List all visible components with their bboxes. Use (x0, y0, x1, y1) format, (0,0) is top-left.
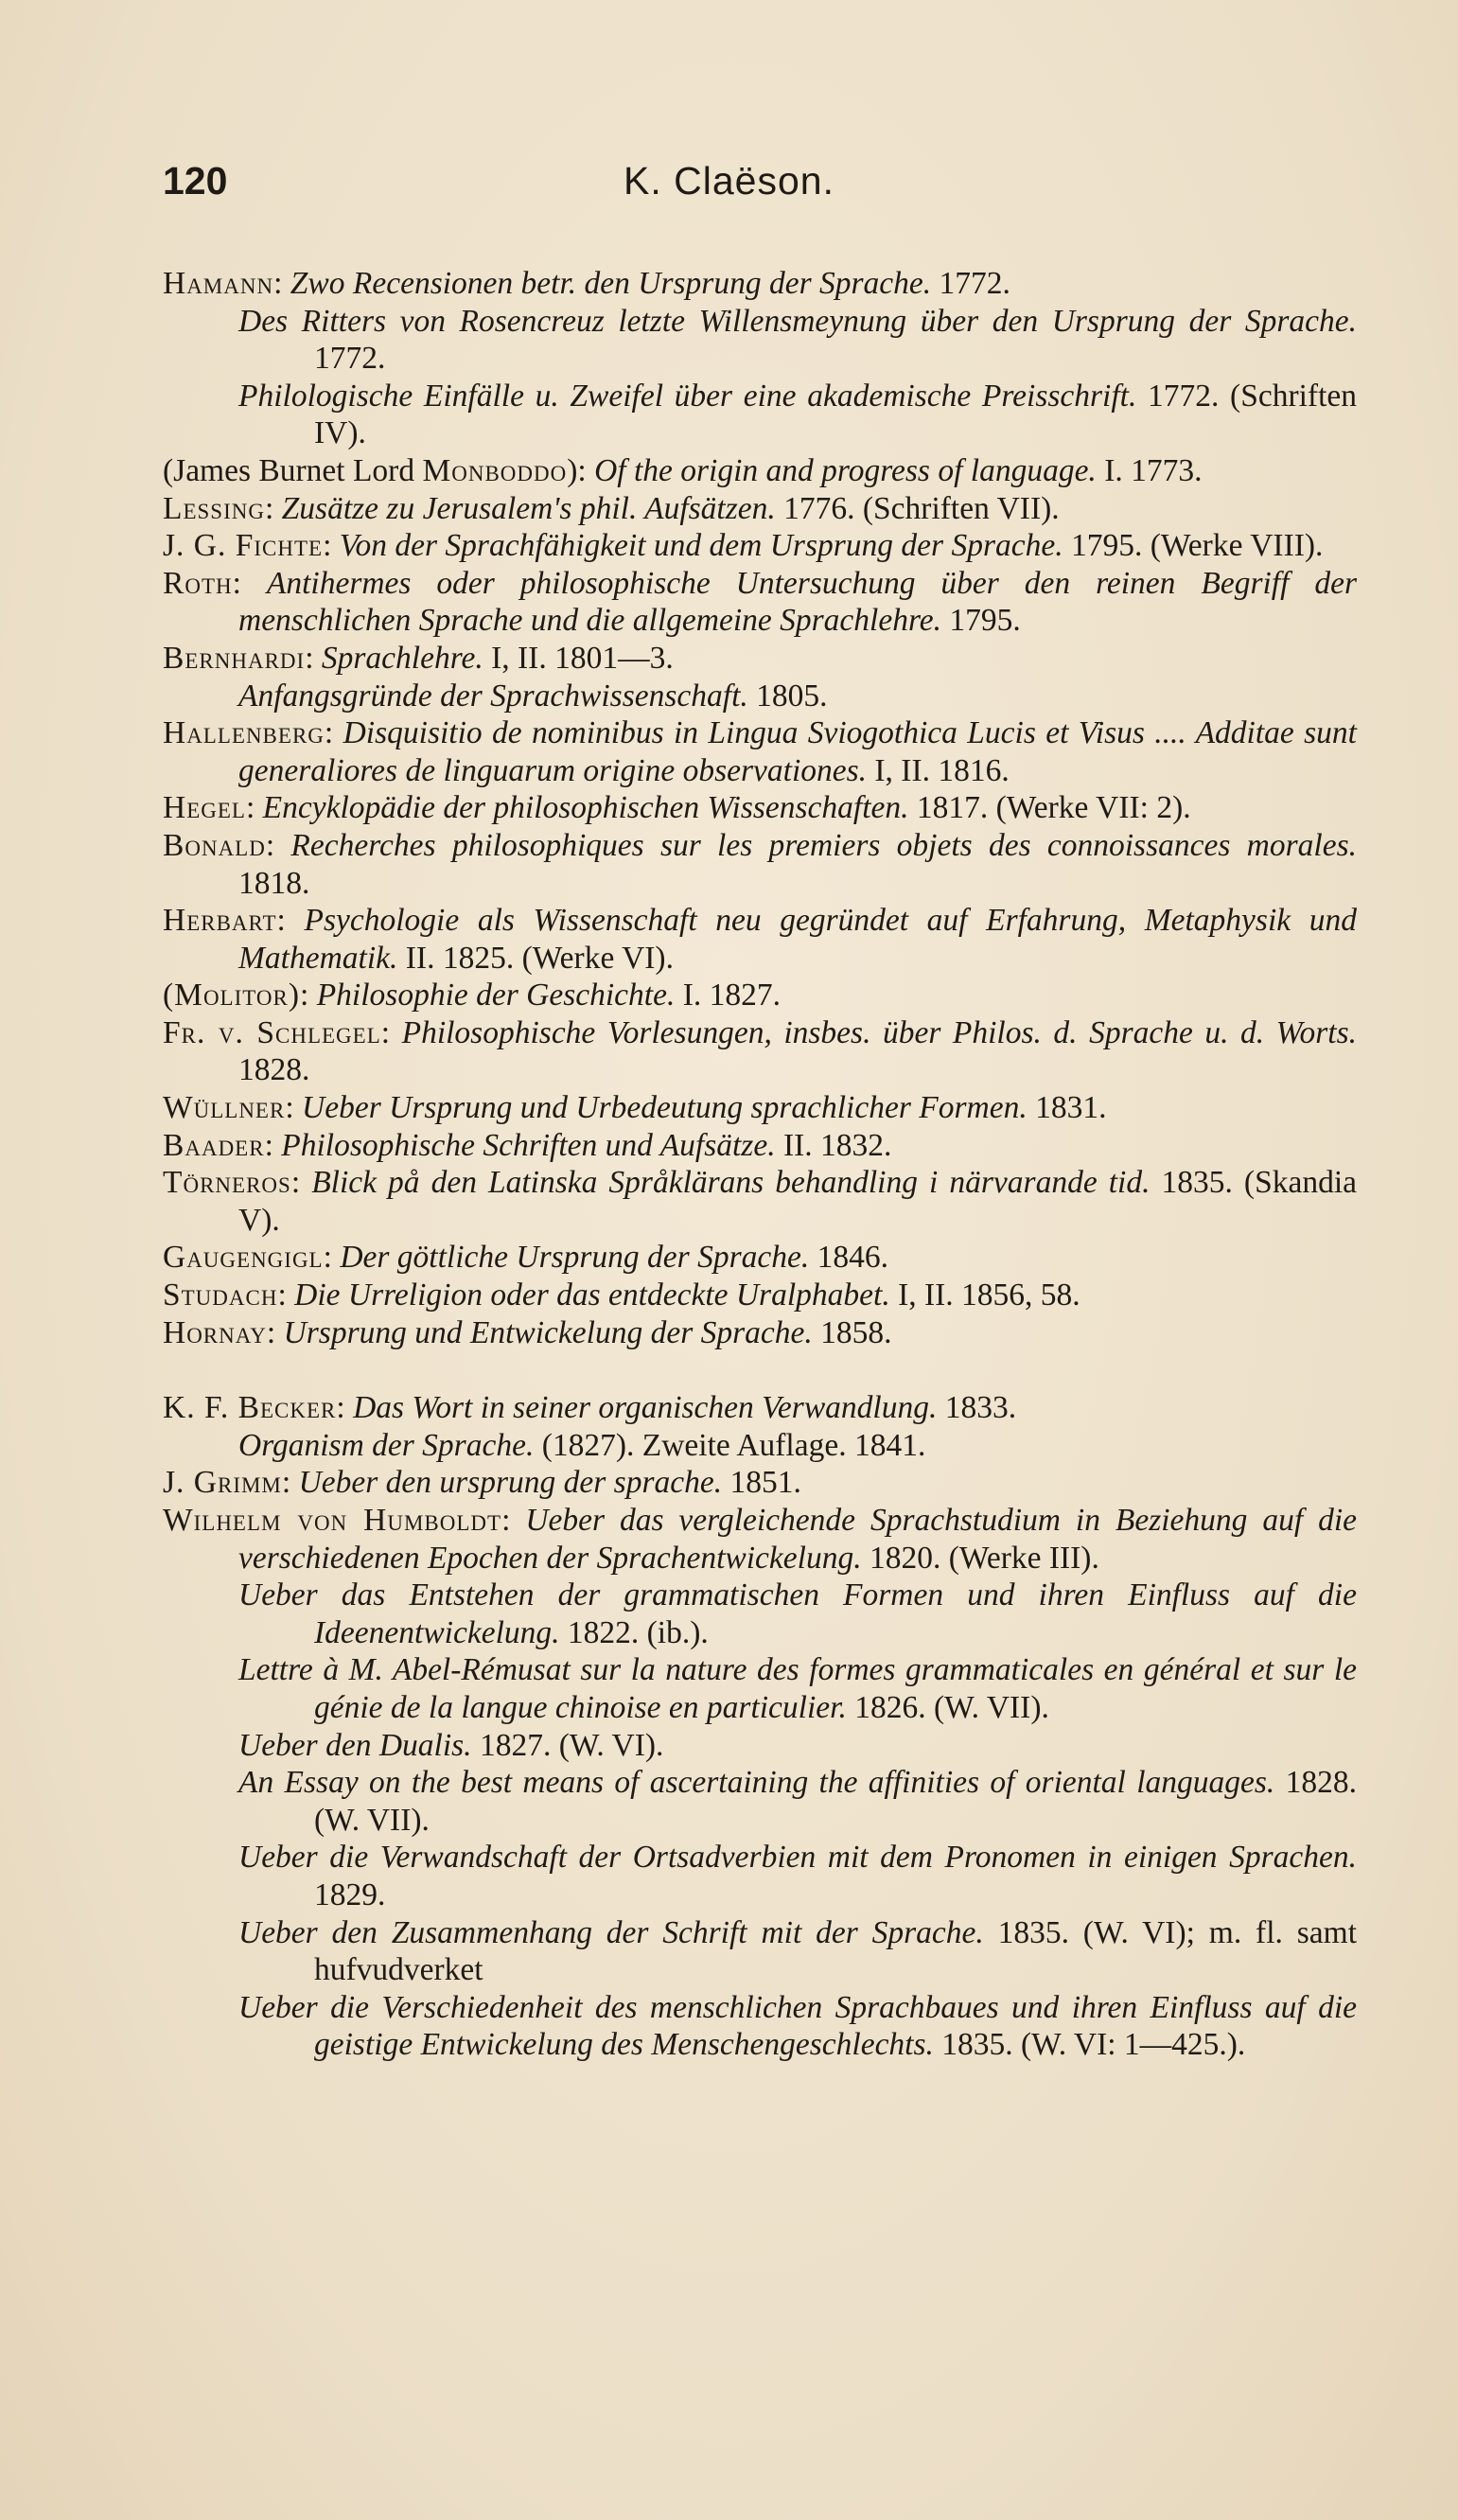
entry-title: Ursprung und Entwickelung der Sprache. (283, 1314, 813, 1350)
entry-details: 1829. (314, 1877, 386, 1912)
bibliography-entry (163, 452, 1357, 490)
entry-title: Philosophische Schriften und Aufsätze. (281, 1127, 776, 1163)
entry-author: J. Grimm (163, 1465, 282, 1501)
bibliography-entry (163, 490, 1357, 528)
entry-title: Organism der Sprache. (238, 1427, 535, 1463)
bibliography (163, 265, 1357, 2064)
entry-details: I. 1827. (675, 978, 782, 1013)
entry-title: Sprachlehre. (321, 640, 483, 676)
entry-title: Ueber das vergleichende Sprachstudium in Beziehung auf die verschiedenen Epochen der Sprachentwickelung. (238, 1503, 1357, 1576)
entry-author: Gaugengigl (163, 1240, 324, 1276)
entry-title: Ueber Ursprung und Urbedeutung sprachlicher Formen. (302, 1090, 1028, 1126)
entry-title: Recherches philosophiques sur les premiers objets des connoissances morales. (290, 827, 1357, 863)
bibliography-entry (163, 1764, 1357, 1839)
bibliography-group-1 (163, 265, 1357, 1351)
entry-title: Von der Sprachfähigkeit und dem Ursprung der Sprache. (339, 528, 1063, 564)
entry-separator: : (265, 827, 291, 863)
entry-title: Ueber den Dualis. (238, 1727, 472, 1763)
entry-separator: : (380, 1014, 402, 1050)
entry-details: I, II. 1856, 58. (889, 1278, 1080, 1313)
entry-details: 1826. (W. VII). (846, 1689, 1049, 1725)
bibliography-entry (163, 1314, 1357, 1352)
entry-separator: : (324, 715, 343, 751)
bibliography-entry (163, 527, 1357, 565)
entry-separator: : (323, 528, 340, 564)
entry-details: 1831. (1027, 1090, 1107, 1126)
entry-separator: : (245, 790, 263, 826)
bibliography-entry (163, 565, 1357, 640)
entry-details: 1822. (ib.). (559, 1614, 709, 1650)
entry-author: Herbart (163, 903, 277, 939)
entry-title: Antihermes oder philosophische Untersuchung über den reinen Begriff der menschlichen Sprache und die allgemeine Sprachlehre. (238, 565, 1357, 639)
entry-title: Blick på den Latinska Språklärans behandling i närvarande tid. (311, 1165, 1151, 1201)
entry-author: (James Burnet Lord (163, 452, 423, 488)
entry-title: Disquisitio de nominibus in Lingua Sviogothica Lucis et Visus .... Additae sunt generaliores de linguarum origine observationes. (238, 715, 1357, 788)
bibliography-entry (163, 827, 1357, 902)
entry-details: 1817. (Werke VII: 2). (908, 790, 1191, 826)
entry-separator: : (281, 1465, 299, 1501)
entry-separator: : (273, 266, 290, 301)
entry-title: Philosophie der Geschichte. (316, 978, 676, 1013)
bibliography-entry (163, 1727, 1357, 1765)
bibliography-entry (163, 714, 1357, 789)
entry-author: Hegel (163, 790, 246, 826)
entry-separator: : (501, 1503, 526, 1538)
entry-details: 1827. (W. VI). (471, 1727, 664, 1763)
bibliography-entry (163, 789, 1357, 827)
entry-title: Zwo Recensionen betr. den Ursprung der Sprache. (290, 266, 932, 301)
entry-details: 1835. (Skandia V). (238, 1165, 1358, 1238)
bibliography-entry (163, 1914, 1357, 1989)
entry-details: I. 1773. (1096, 452, 1203, 488)
entry-author: Roth (163, 565, 233, 601)
entry-separator: : (323, 1240, 341, 1276)
bibliography-group-2 (163, 1389, 1357, 2064)
entry-details: 1795. (Werke VIII). (1063, 528, 1324, 564)
entry-author: J. G. Fichte (163, 528, 324, 564)
entry-details: I, II. 1801—3. (483, 640, 674, 676)
entry-title: Das Wort in seiner organischen Verwandlung. (353, 1390, 938, 1426)
entry-details: 1851. (722, 1465, 801, 1501)
section-gap (163, 1351, 1357, 1389)
entry-title: Ueber den ursprung der sprache. (298, 1465, 723, 1501)
entry-separator: : (285, 1090, 303, 1126)
bibliography-entry (163, 1839, 1357, 1913)
entry-separator: : (290, 1165, 312, 1201)
bibliography-entry (163, 1577, 1357, 1651)
entry-details: 1846. (809, 1240, 888, 1276)
entry-title: Der göttliche Ursprung der Sprache. (340, 1240, 810, 1276)
entry-details: 1795. (941, 603, 1021, 639)
bibliography-entry (163, 378, 1357, 452)
bibliography-entry (163, 1464, 1357, 1502)
entry-author: Hallenberg (163, 715, 325, 751)
entry-details: 1805. (747, 678, 828, 714)
entry-title: Psychologie als Wissenschaft neu gegründet auf Erfahrung, Metaphysik und Mathematik. (238, 903, 1357, 976)
running-head: K. Claëson. (624, 159, 834, 203)
entry-details: 1835. (W. VI); m. fl. samt hufvudverket (314, 1914, 1357, 1988)
entry-title: Des Ritters von Rosencreuz letzte Willensmeynung über den Ursprung der Sprache. (238, 303, 1357, 339)
entry-title: An Essay on the best means of ascertaining the affinities of oriental languages. (238, 1765, 1275, 1801)
entry-title: Lettre à M. Abel-Rémusat sur la nature des formes grammaticales en général et sur le génie de la langue chinoise en particulier. (238, 1652, 1357, 1725)
entry-details: 1772. (931, 266, 1010, 301)
entry-separator: : (266, 1314, 284, 1350)
entry-author: Hamann (163, 266, 274, 301)
entry-author: Fr. v. Schlegel (163, 1014, 381, 1050)
bibliography-entry (163, 1089, 1357, 1127)
entry-separator: : (300, 978, 317, 1013)
bibliography-entry (163, 1502, 1357, 1577)
bibliography-entry (163, 1651, 1357, 1726)
entry-details: II. 1825. (Werke VI). (397, 940, 674, 976)
entry-author: K. F. Becker (163, 1390, 337, 1426)
entry-author: Bonald (163, 827, 266, 863)
entry-separator: : (264, 490, 282, 526)
entry-details: 1776. (Schriften VII). (775, 490, 1060, 526)
entry-separator: : (336, 1390, 354, 1426)
entry-author: Bernhardi (163, 640, 306, 676)
entry-details: (1827). Zweite Auflage. 1841. (534, 1427, 926, 1463)
entry-separator: : (276, 903, 305, 939)
entry-details: 1828. (W. VII). (314, 1765, 1357, 1838)
bibliography-entry (163, 1427, 1357, 1465)
bibliography-entry (163, 1989, 1357, 2064)
page-header (163, 159, 1295, 216)
bibliography-entry (163, 265, 1357, 303)
bibliography-entry (163, 1389, 1357, 1427)
bibliography-entry (163, 1277, 1357, 1314)
entry-separator: ): (567, 452, 595, 488)
entry-author: Törneros (163, 1165, 291, 1201)
entry-title: Encyklopädie der philosophischen Wissenschaften. (262, 790, 909, 826)
entry-details: 1772. (Schriften IV). (314, 378, 1357, 451)
entry-details: 1818. (238, 865, 310, 901)
entry-author: (Molitor) (163, 978, 301, 1013)
entry-separator: : (232, 565, 267, 601)
entry-title: Ueber die Verwandschaft der Ortsadverbien mit dem Pronomen in einigen Sprachen. (238, 1840, 1357, 1876)
entry-details: 1833. (937, 1390, 1017, 1426)
entry-separator: : (305, 640, 322, 676)
entry-author-name: Monboddo (422, 452, 568, 488)
entry-title: Anfangsgründe der Sprachwissenschaft. (238, 678, 748, 714)
entry-details: 1858. (812, 1314, 892, 1350)
entry-title: Of the origin and progress of language. (594, 452, 1097, 488)
bibliography-entry (163, 1014, 1357, 1089)
entry-author: Studach (163, 1278, 278, 1313)
bibliography-entry (163, 1127, 1357, 1165)
bibliography-entry (163, 678, 1357, 715)
entry-title: Philologische Einfälle u. Zweifel über eine akademische Preisschrift. (238, 378, 1137, 414)
bibliography-entry (163, 902, 1357, 977)
page-number: 120 (163, 159, 228, 203)
bibliography-entry (163, 1164, 1357, 1239)
entry-title: Ueber den Zusammenhang der Schrift mit der Sprache. (238, 1914, 984, 1950)
entry-details: I, II. 1816. (867, 752, 1010, 788)
entry-author: Lessing (163, 490, 265, 526)
entry-author: Baader (163, 1127, 265, 1163)
entry-author: Wilhelm von Humboldt (163, 1503, 502, 1538)
entry-title: Ueber die Verschiedenheit des menschlichen Sprachbaues und ihren Einfluss auf die geistige Entwickelung des Menschengeschlechts. (238, 1989, 1357, 2063)
entry-author: Hornay (163, 1314, 267, 1350)
bibliography-entry (163, 303, 1357, 378)
entry-title: Philosophische Vorlesungen, insbes. über Philos. d. Sprache u. d. Worts. (401, 1014, 1357, 1050)
entry-details: II. 1832. (775, 1127, 892, 1163)
entry-title: Zusätze zu Jerusalem's phil. Aufsätzen. (281, 490, 776, 526)
entry-separator: : (277, 1278, 295, 1313)
entry-title: Ueber das Entstehen der grammatischen Formen und ihren Einfluss auf die Ideenentwickelung. (238, 1577, 1357, 1650)
entry-details: 1820. (Werke III). (861, 1540, 1099, 1576)
entry-details: 1828. (238, 1052, 310, 1088)
bibliography-entry (163, 977, 1357, 1014)
entry-details: 1835. (W. VI: 1—425.). (933, 2027, 1246, 2063)
entry-author: Wüllner (163, 1090, 286, 1126)
entry-details: 1772. (314, 341, 386, 377)
bibliography-entry (163, 640, 1357, 678)
entry-separator: : (264, 1127, 282, 1163)
bibliography-entry (163, 1239, 1357, 1277)
entry-title: Die Urreligion oder das entdeckte Uralphabet. (294, 1278, 890, 1313)
